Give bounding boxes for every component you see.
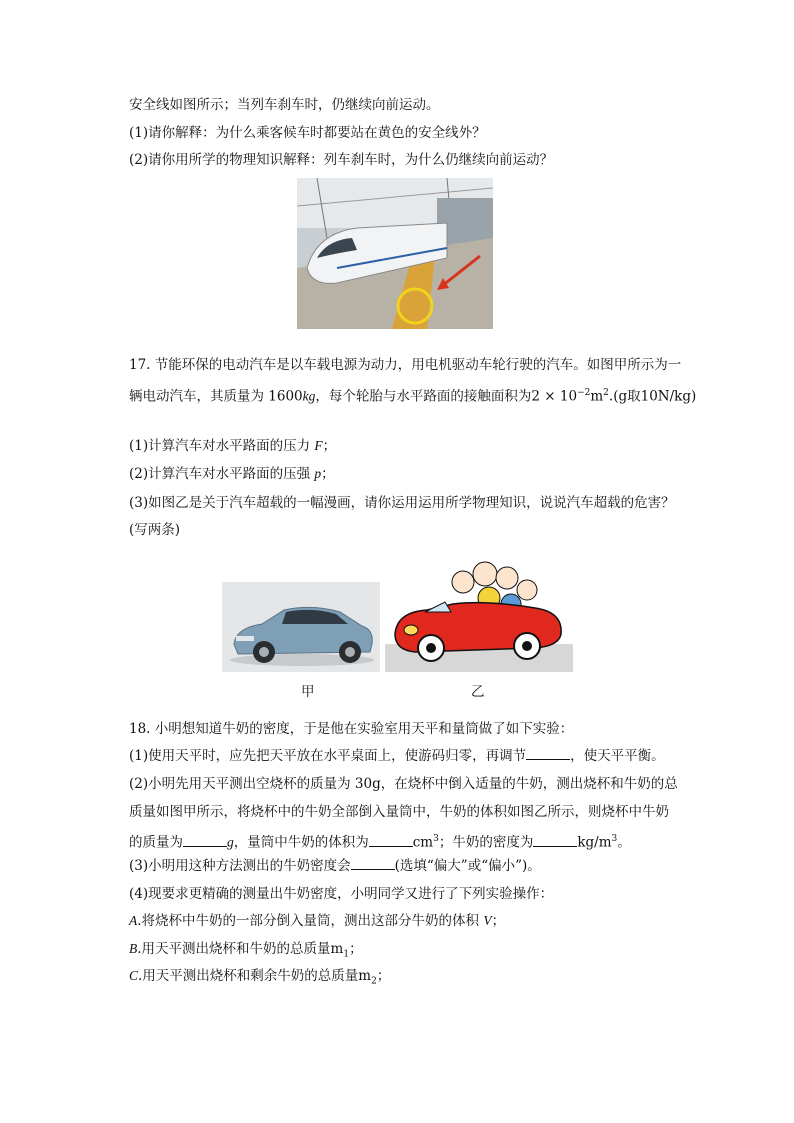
q18-part4: (4)现要求更精确的测量出牛奶密度，小明同学又进行了下列实验操作： <box>129 886 554 902</box>
q18-step-c: C.用天平测出烧杯和剩余牛奶的总质量$m_2$； <box>129 968 391 987</box>
q16-part1: (1)请你解释：为什么乘客候车时都要站在黄色的安全线外？ <box>129 125 486 141</box>
answer-blank[interactable] <box>526 747 570 760</box>
answer-blank[interactable] <box>183 834 227 847</box>
overloaded-car-cartoon <box>385 548 573 672</box>
figure-caption-yi: 乙 <box>471 684 485 700</box>
q17-part2: (2)计算汽车对水平路面的压强 p； <box>129 466 335 482</box>
q18-stem: 18. 小明想知道牛奶的密度，于是他在实验室用天平和量筒做了如下实验： <box>129 721 574 737</box>
q16-part2: (2)请你用所学的物理知识解释：列车刹车时，为什么仍继续向前运动？ <box>129 152 554 168</box>
q18-part2-line3: 的质量为 g，量筒中牛奶的体积为 $cm^3$；牛奶的密度为 $kg/m^3$。 <box>129 834 631 851</box>
q18-part2-line1: (2)小明先用天平测出空烧杯的质量为 30g，在烧杯中倒入适量的牛奶，测出烧杯和牛奶的总 <box>129 776 678 792</box>
q18-part2-line2: 质量如图甲所示，将烧杯中的牛奶全部倒入量筒中，牛奶的体积如图乙所示，则烧杯中牛奶 <box>129 804 669 820</box>
q17-part3-line2: (写两条) <box>129 522 181 538</box>
q17-part3-line1: (3)如图乙是关于汽车超载的一幅漫画，请你运用运用所学物理知识，说说汽车超载的危害？ <box>129 495 675 511</box>
answer-blank[interactable] <box>533 834 577 847</box>
q16-intro: 安全线如图所示；当列车刹车时，仍继续向前运动。 <box>129 97 440 113</box>
figure-caption-jia: 甲 <box>301 684 315 700</box>
q18-part3: (3)小明用这种方法测出的牛奶密度会 (选填“偏大”或“偏小”)。 <box>129 858 541 874</box>
electric-car-photo <box>222 582 380 672</box>
q17-stem-line2: 辆电动汽车，其质量为 1600kg，每个轮胎与水平路面的接触面积为$2 \times 10^{-2}m^2.(g$取10N/kg) <box>129 388 697 405</box>
q18-step-a: A.将烧杯中牛奶的一部分倒入量筒，测出这部分牛奶的体积 V； <box>129 913 506 929</box>
q17-part1: (1)计算汽车对水平路面的压力 F； <box>129 438 337 454</box>
q17-stem-line1: 17. 节能环保的电动汽车是以车载电源为动力，用电机驱动车轮行驶的汽车。如图甲所示为一 <box>129 357 682 373</box>
answer-blank[interactable] <box>369 834 413 847</box>
q18-step-b: B.用天平测出烧杯和牛奶的总质量$m_1$； <box>129 941 363 960</box>
q18-part1: (1)使用天平时，应先把天平放在水平桌面上，使游码归零，再调节 ，使天平平衡。 <box>129 748 665 764</box>
train-platform-photo <box>297 178 493 329</box>
answer-blank[interactable] <box>351 857 395 870</box>
